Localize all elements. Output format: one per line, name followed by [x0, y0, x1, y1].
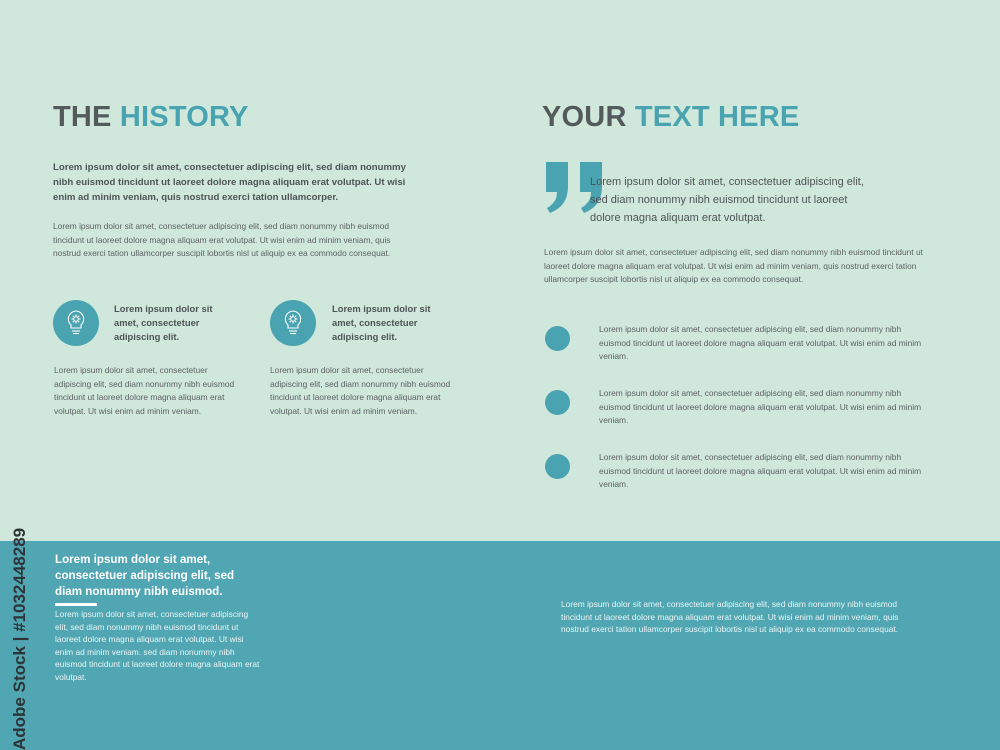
- footer-left-paragraph: Lorem ipsum dolor sit amet, consectetuer adipiscing elit, sed diam nonummy nibh euismod tincidunt ut laoreet dolore magna aliquam erat volutpat. Ut wisi enim ad minim veniam. sed diam nonummy nibh euismod tincidunt ut laoreet dolore magna aliquam erat volutpat.: [55, 609, 260, 682]
- feature-1-body: Lorem ipsum dolor sit amet, consectetuer adipiscing elit, sed diam nonummy nibh euismod tincidunt ut laoreet dolore magna aliquam erat volutpat. Ut wisi enim ad minim veniam.: [54, 365, 235, 416]
- bullet-dot-3: [545, 454, 570, 479]
- bullet-text-3: Lorem ipsum dolor sit amet, consectetuer adipiscing elit, sed diam nonummy nibh euismod tincidunt ut laoreet dolore magna aliquam erat volutpat. Ut wisi enim ad minim veniam.: [599, 452, 922, 489]
- history-title-dark: THE: [53, 101, 112, 133]
- bullet-dot-2: [545, 390, 570, 415]
- bullet-text-2: Lorem ipsum dolor sit amet, consectetuer adipiscing elit, sed diam nonummy nibh euismod tincidunt ut laoreet dolore magna aliquam erat volutpat. Ut wisi enim ad minim veniam.: [599, 388, 922, 425]
- feature-2-body: Lorem ipsum dolor sit amet, consectetuer adipiscing elit, sed diam nonummy nibh euismod tincidunt ut laoreet dolore magna aliquam erat volutpat. Ut wisi enim ad minim veniam.: [270, 365, 451, 416]
- footer-lead-text: Lorem ipsum dolor sit amet, consectetuer adipiscing elit, sed diam nonummy nibh euismod.: [55, 553, 235, 598]
- feature-1-title: Lorem ipsum dolor sit amet, consectetuer adipiscing elit.: [114, 303, 213, 342]
- footer-divider: [55, 603, 97, 606]
- your-text-title-dark: YOUR: [542, 101, 627, 133]
- side-watermark: [4, 500, 34, 750]
- history-title-accent: HISTORY: [119, 101, 249, 133]
- quote-text: Lorem ipsum dolor sit amet, consectetuer adipiscing elit, sed diam nonummy nibh euismod tincidunt ut laoreet dolore magna aliquam erat volutpat.: [590, 176, 864, 224]
- lightbulb-gear-icon: [63, 308, 89, 338]
- your-text-body-paragraph: Lorem ipsum dolor sit amet, consectetuer adipiscing elit, sed diam nonummy nibh euismod tincidunt ut laoreet dolore magna aliquam erat volutpat. Ut wisi enim ad minim veniam, quis nostrud exerci tation ullamcorper suscipit lobortis nisl ut aliquip ex ea commodo consequat.: [544, 247, 923, 284]
- bullet-dot-1: [545, 326, 570, 351]
- history-title: [53, 101, 249, 134]
- history-body-paragraph: Lorem ipsum dolor sit amet, consectetuer adipiscing elit, sed diam nonummy nibh euismod tincidunt ut laoreet dolore magna aliquam erat volutpat. Ut wisi enim ad minim veniam, quis nostrud exerci tation ullamcorper suscipit lobortis nisl ut aliquip ex ea commodo consequat.: [53, 221, 391, 258]
- feature-2-icon-badge: [270, 300, 316, 346]
- feature-2-title: Lorem ipsum dolor sit amet, consectetuer adipiscing elit.: [332, 303, 431, 342]
- your-text-title-accent: TEXT HERE: [634, 101, 800, 133]
- feature-1-icon-badge: [53, 300, 99, 346]
- bullet-text-1: Lorem ipsum dolor sit amet, consectetuer adipiscing elit, sed diam nonummy nibh euismod tincidunt ut laoreet dolore magna aliquam erat volutpat. Ut wisi enim ad minim veniam.: [599, 324, 922, 361]
- side-watermark-text: Adobe Stock | #1032448289: [10, 527, 29, 750]
- footer-right-paragraph: Lorem ipsum dolor sit amet, consectetuer adipiscing elit, sed diam nonummy nibh euismod tincidunt ut laoreet dolore magna aliquam erat volutpat. Ut wisi enim ad minim veniam, quis nostrud exerci tation ullamcorper suscipit lobortis nisl ut aliquip ex ea commodo consequat.: [561, 599, 899, 634]
- your-text-title: [542, 101, 799, 134]
- history-lead-paragraph: Lorem ipsum dolor sit amet, consectetuer adipiscing elit, sed diam nonummy nibh euismod tincidunt ut laoreet dolore magna aliquam erat volutpat. Ut wisi enim ad minim veniam, quis nostrud exerci tation ullamcorper.: [53, 162, 406, 203]
- lightbulb-gear-icon: [280, 308, 306, 338]
